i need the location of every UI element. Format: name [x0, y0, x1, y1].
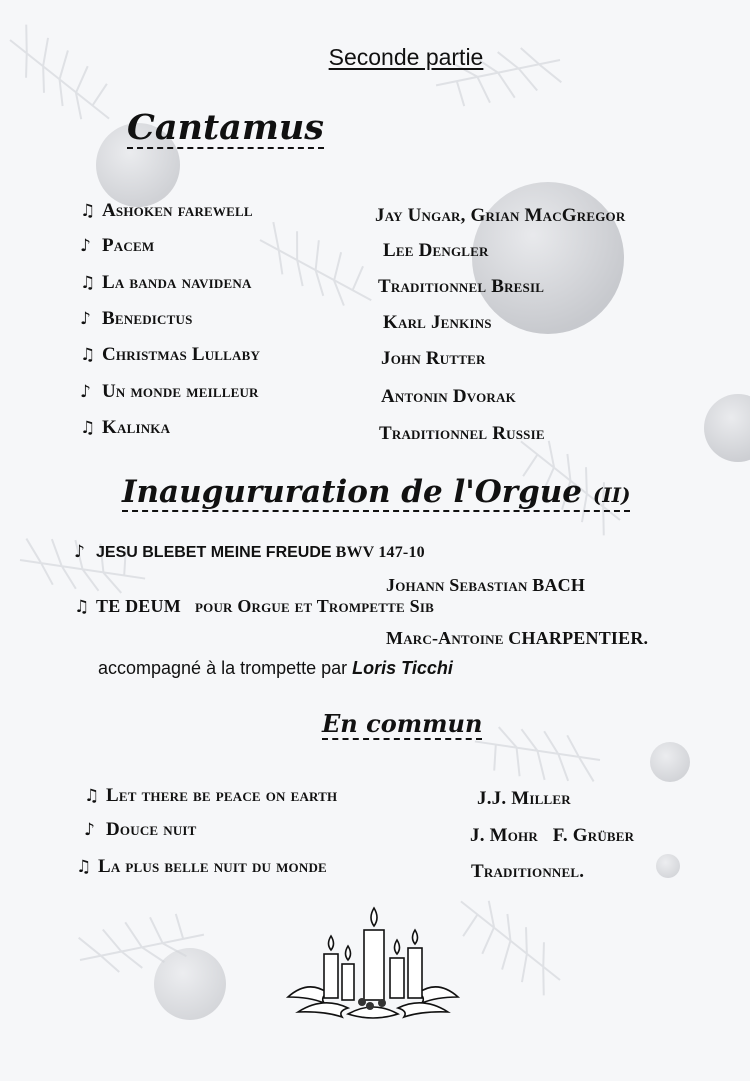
- music-note-icon: ♪: [80, 236, 92, 256]
- song-title: Benedictus: [102, 308, 193, 329]
- song-title: La banda navidena: [102, 272, 252, 293]
- composer: John Rutter: [381, 348, 486, 369]
- music-note-icon: ♫: [76, 857, 92, 877]
- music-note-icon: ♪: [80, 309, 92, 329]
- page-header: [0, 44, 750, 71]
- song-title: La plus belle nuit du monde: [98, 856, 327, 877]
- song-title: Pacem: [102, 235, 155, 256]
- composer: Traditionnel Russie: [379, 423, 545, 444]
- list-item: [80, 308, 193, 330]
- candles-icon: [278, 902, 468, 1022]
- music-note-icon: ♪: [84, 820, 96, 840]
- header-text: Seconde partie: [328, 44, 484, 70]
- performer-name: Loris Ticchi: [352, 658, 453, 678]
- music-note-icon: ♫: [80, 345, 96, 365]
- music-note-icon: ♫: [80, 201, 96, 221]
- list-item: [84, 819, 197, 841]
- composer: J. Mohr F. Grüber: [470, 825, 635, 846]
- list-item: [80, 381, 259, 403]
- composer: Johann Sebastian BACH: [386, 575, 586, 595]
- list-item: [80, 344, 260, 366]
- list-item: [80, 235, 154, 257]
- composer: Traditionnel Bresil: [378, 276, 545, 297]
- list-item: [80, 200, 253, 222]
- catalogue-ref: BWV 147-10: [335, 544, 425, 561]
- song-title: Kalinka: [102, 417, 171, 438]
- song-title: Un monde meilleur: [102, 381, 259, 402]
- music-note-icon: ♫: [80, 273, 96, 293]
- accompaniment-text: accompagné à la trompette par: [98, 658, 348, 678]
- song-title: Christmas Lullaby: [102, 344, 261, 365]
- composer: J.J. Miller: [477, 788, 571, 809]
- section-title-commun: En commun: [322, 709, 483, 738]
- composer: Lee Dengler: [383, 240, 489, 261]
- music-note-icon: ♫: [84, 786, 100, 806]
- section-title-suffix: (II): [592, 483, 631, 507]
- music-note-icon: ♪: [74, 542, 85, 562]
- list-item: [74, 542, 425, 562]
- composer: Jay Ungar, Grian MacGregor: [375, 205, 626, 226]
- accompaniment-note: [98, 658, 453, 679]
- composer: Karl Jenkins: [383, 312, 492, 333]
- section-title-text: Inaugururation de l'Orgue: [122, 474, 583, 510]
- song-title: TE DEUM pour Orgue et Trompette Sib: [96, 596, 434, 616]
- composer: Traditionnel.: [471, 861, 585, 882]
- section-title-orgue: [122, 474, 631, 512]
- list-item: [76, 856, 327, 878]
- list-item: [84, 785, 337, 807]
- song-title: Douce nuit: [106, 819, 197, 840]
- music-note-icon: ♫: [74, 597, 90, 617]
- list-item: [80, 272, 252, 294]
- list-item: [80, 417, 170, 439]
- music-note-icon: ♪: [80, 382, 92, 402]
- composer: Antonin Dvorak: [381, 386, 516, 407]
- song-title: Ashoken farewell: [102, 200, 253, 221]
- list-item: [74, 596, 434, 617]
- composer: Marc-Antoine CHARPENTIER.: [386, 628, 649, 648]
- song-title: Let there be peace on earth: [106, 785, 338, 806]
- section-title-cantamus: Cantamus: [127, 107, 325, 148]
- song-title: JESU BLEBET MEINE FREUDE: [96, 544, 332, 561]
- music-note-icon: ♫: [80, 418, 96, 438]
